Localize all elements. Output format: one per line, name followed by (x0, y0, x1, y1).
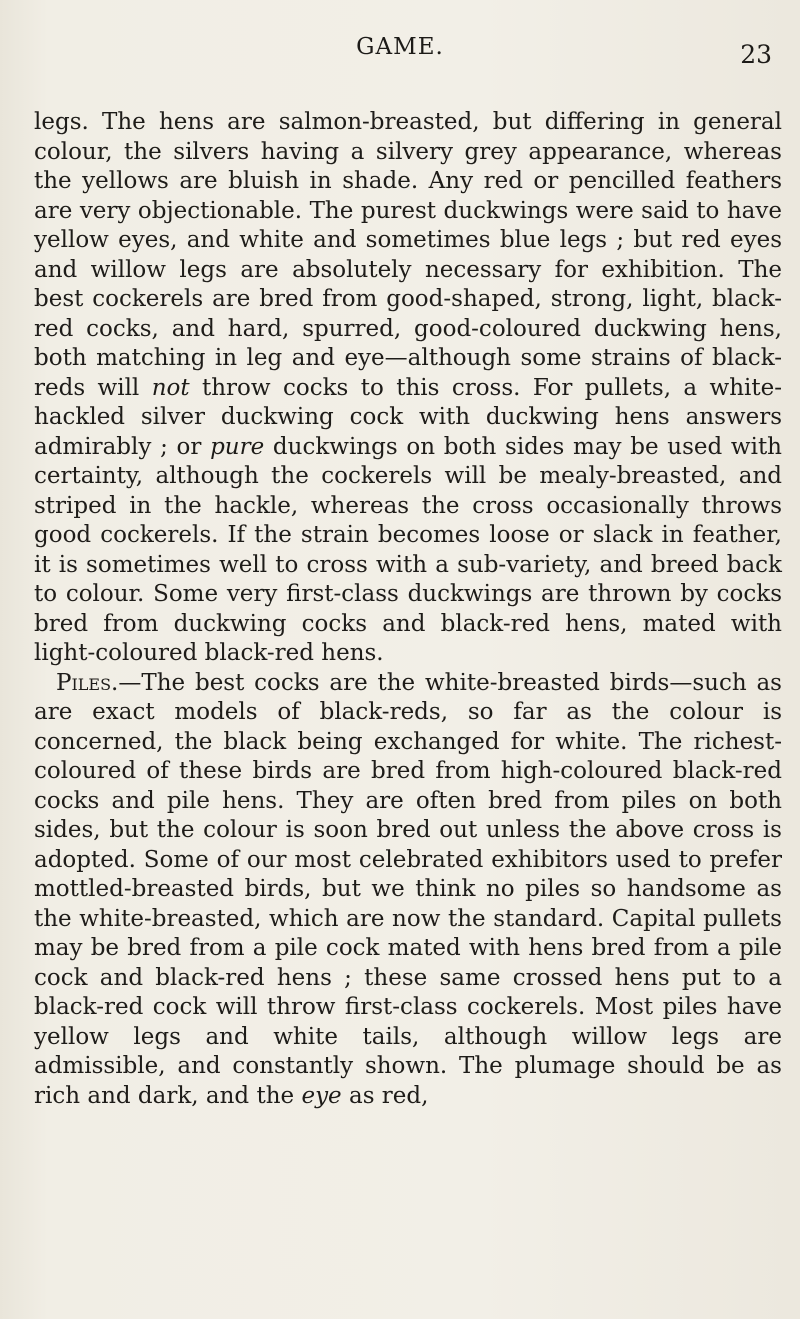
text-run: throw cocks to this cross. For pullets, a white-hackled silver duckwing cock with duckwing hens answers admirably ; or (34, 374, 782, 460)
emphasis-pure: pure (210, 433, 265, 460)
text-run: as red, (341, 1082, 429, 1109)
text-run: legs. The hens are salmon-breasted, but differing in general colour, the silvers having a silvery grey appearance, whereas the yellows are bluish in shade. Any red or pencilled feathers are very objectionable. The purest duckwings were said to have yellow eyes, and white and sometimes blue legs ; but red eyes and willow legs are absolutely necessary for exhibition. The best cockerels are bred from good-shaped, strong, light, black-red cocks, and hard, spurred, good-coloured duckwing hens, both matching in leg and eye—although some strains of black-reds will (34, 109, 782, 401)
emphasis-not: not (151, 374, 190, 401)
running-header (0, 28, 800, 68)
text-run: —The best cocks are the white-breasted birds—such as are exact models of black-reds, so far as the colour is concerned, the black being exchanged for white. The richest-coloured of these birds are bred from high-coloured black-red cocks and pile hens. They are often bred from piles on both sides, but the colour is soon bred out unless the above cross is adopted. Some of our most celebrated exhibitors used to prefer mottled-breasted birds, but we think no piles so handsome as the white-breasted, which are now the standard. Capital pullets may be bred from a pile cock mated with hens bred from a pile cock and black-red hens ; these same crossed hens put to a black-red cock will throw first-class cockerels. Most piles have yellow legs and white tails, although willow legs are admissible, and constantly shown. The plumage should be as rich and dark, and the (34, 669, 782, 1109)
page-number: 23 (740, 40, 772, 69)
body-text (34, 108, 782, 1111)
emphasis-eye: eye (301, 1082, 342, 1109)
paragraph-piles (34, 669, 782, 1112)
section-run-in-heading: Piles. (56, 669, 119, 696)
text-run: duckwings on both sides may be used with certainty, although the cockerels will be mealy-breasted, and striped in the hackle, whereas the cross occasionally throws good cockerels. If the strain becomes loose or slack in feather, it is sometimes well to cross with a sub-variety, and breed back to colour. Some very first-class duckwings are thrown by cocks bred from duckwing cocks and black-red hens, mated with light-coloured black-red hens. (34, 433, 782, 666)
running-title: GAME. (356, 34, 444, 60)
paragraph-duckwings (34, 108, 782, 669)
